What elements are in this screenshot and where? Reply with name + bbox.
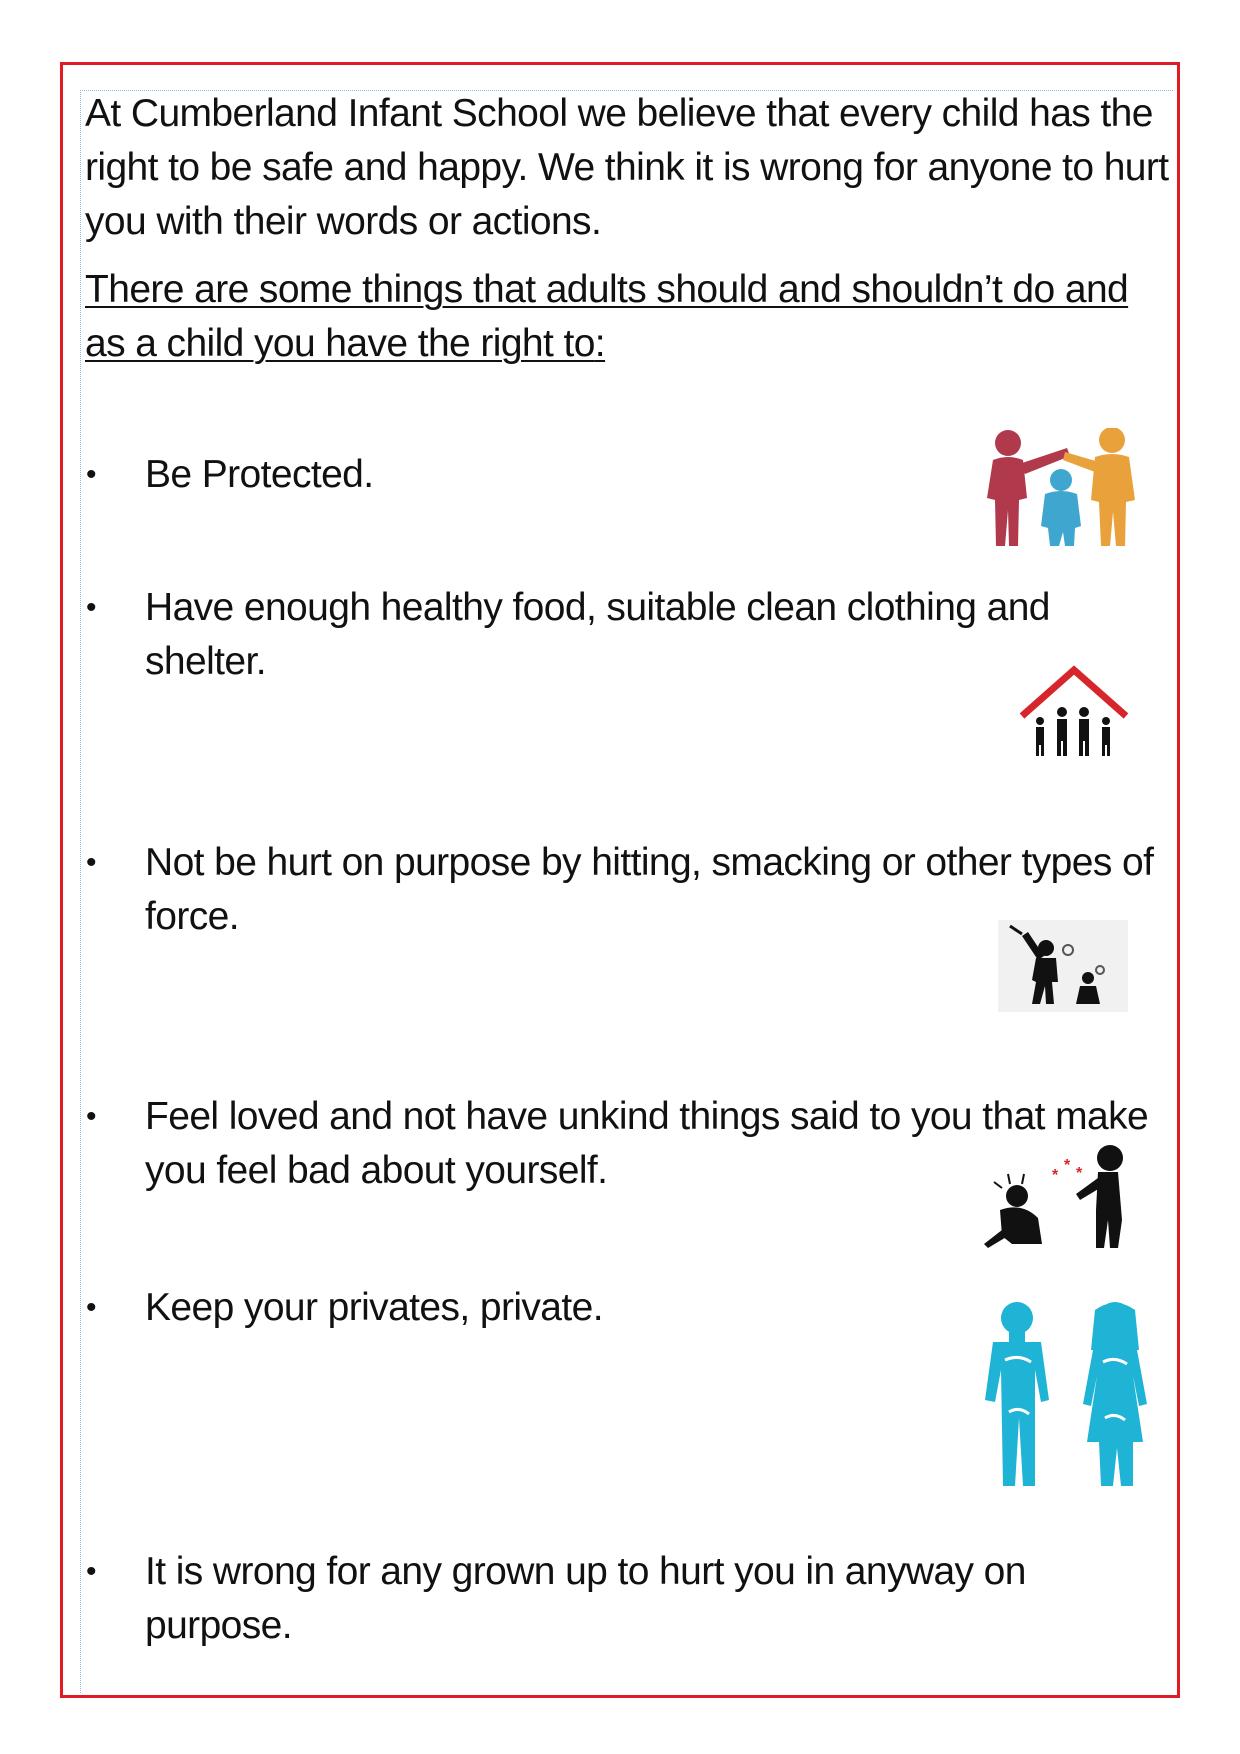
right-item-privates: Keep your privates, private.	[145, 1286, 603, 1329]
right-item-protected: Be Protected.	[145, 453, 374, 496]
bullet-2: •	[86, 591, 97, 624]
bullet-3: •	[86, 846, 97, 879]
intro-paragraph: At Cumberland Infant School we believe that every child has the right to be safe and happy. We think it is wrong for anyone to hurt you with their words or actions.	[85, 92, 1169, 243]
family-shelter-house-icon	[1018, 664, 1130, 758]
svg-text:*: *	[1064, 1157, 1071, 1174]
svg-text:*: *	[1076, 1165, 1083, 1182]
right-item-grown-up-hurt: It is wrong for any grown up to hurt you in anyway on purpose.	[145, 1550, 1026, 1647]
hitting-child-icon	[998, 920, 1128, 1012]
right-item-feel-loved: Feel loved and not have unkind things said to you that make you feel bad about yourself.	[145, 1095, 1149, 1192]
rights-lead-text: There are some things that adults should and shouldn’t do and as a child you have the right to	[85, 268, 1129, 365]
bullet-4: •	[86, 1100, 97, 1133]
private-body-parts-icon	[975, 1300, 1160, 1490]
bullet-1: •	[86, 458, 97, 491]
rights-lead-colon: :	[594, 322, 606, 365]
bullet-5: •	[86, 1291, 97, 1324]
family-protection-icon	[975, 428, 1150, 550]
right-item-not-hurt: Not be hurt on purpose by hitting, smacking or other types of force.	[145, 841, 1154, 938]
right-item-food-clothing-shelter: Have enough healthy food, suitable clean clothing and shelter.	[145, 586, 1050, 683]
bullet-6: •	[86, 1555, 97, 1588]
svg-text:*: *	[1052, 1167, 1059, 1184]
shouting-at-child-icon	[972, 1140, 1137, 1252]
rights-lead-heading	[85, 263, 1170, 371]
